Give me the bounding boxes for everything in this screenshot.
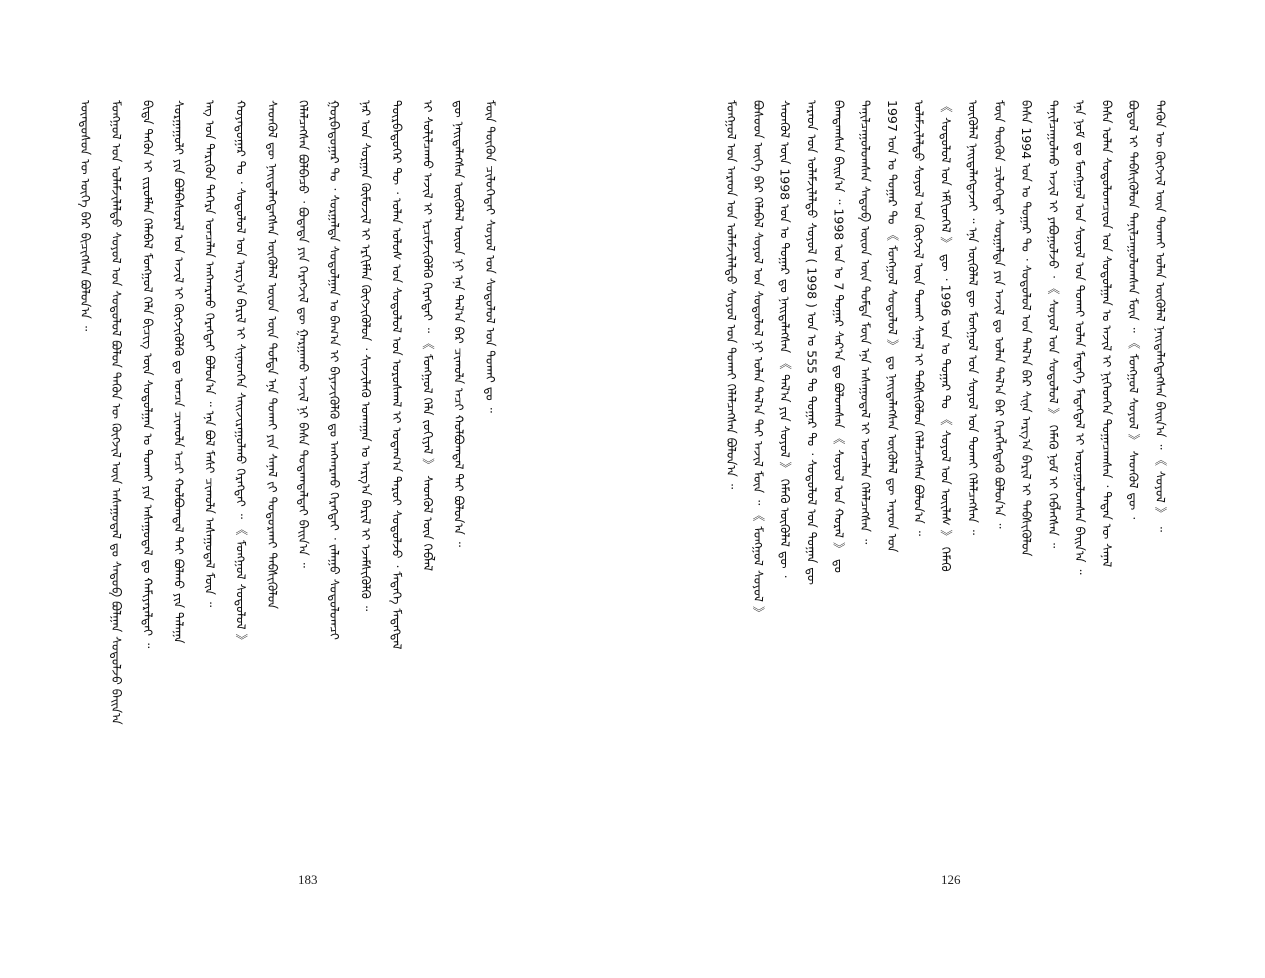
- text-line: ᠰᠤᠷᠭᠠᠭᠤᠯᠢ ᠶᠢᠨ ᠪᠣᠯᠪᠠᠰᠤᠷᠠᠯ ᠤᠨ ᠠᠵᠢᠯ ᠢ ᠬᠥᠭᠵᠢᠭᠦᠯᠬᠦ ᠳᠤ ᠣᠨᠴᠠ ᠴᠢᠬᠤᠯᠠ ᠠᠴᠢ ᠬᠣᠯᠪᠣᠭᠳᠠᠯ ᠲᠠᠢ ᠪᠣᠯᠬᠤ ᠶᠢᠨ ᠳᠠᠯᠠᠭᠠ: [171, 100, 187, 644]
- text-line: ᠳᠦ ᠨᠡᠢ᠌ᠲᠡᠯᠡᠭᠰᠡᠨ ᠥᠭᠦᠯᠡᠯ ᠦᠳ ᠨᠢ ᠡᠨᠡ ᠲᠠᠯ᠎ᠠ ᠪᠠᠷ ᠴᠢᠬᠤᠯᠠ ᠠᠴᠢ ᠬᠣᠯᠪᠣᠭᠳᠠᠯ ᠲᠠᠢ ᠪᠣᠯᠤᠨ᠎ᠠ ᠃: [451, 100, 467, 548]
- left-page: [0, 0, 632, 978]
- text-line: ᠡᠨᠡ ᠨᠣᠮ ᠳᠤ ᠮᠣᠩᠭᠣᠯ ᠤᠨ ᠰᠣᠶᠣᠯ ᠤᠨ ᠲᠤᠬᠠᠢ ᠣᠯᠠᠨ ᠮᠡᠳᠡᠭᠡ ᠮᠡᠳᠡᠭᠳᠡᠯ ᠢ ᠣᠷᠣᠭᠤᠯᠤᠭᠰᠠᠨ ᠪᠠᠢ᠌ᠨ᠎ᠠ ᠃: [1072, 100, 1088, 575]
- text-line: ᠮᠣᠩᠭᠣᠯ ᠤᠨ ᠠᠷᠠᠳ ᠤᠨ ᠤᠯᠠᠮᠵᠢᠯᠠᠯᠲᠣ ᠰᠣᠶᠣᠯ ᠤᠨ ᠲᠤᠬᠠᠢ ᠬᠡᠯᠡᠯᠴᠡᠭᠰᠡᠨ ᠪᠣᠯᠤᠨ᠎ᠠ ᠃: [724, 100, 739, 490]
- text-line: ᠠᠷᠠᠳ ᠤᠨ ᠤᠯᠠᠮᠵᠢᠯᠠᠯᠲᠣ ᠰᠣᠶᠣᠯ ( 1998 ) ᠣᠨ ᠤ 555 ᠲᠤ ᠳᠤᠭᠠᠷ ᠲᠤ ᠂ ᠰᠤᠳᠤᠯᠤᠯ ᠤᠨ ᠲᠣᠭᠠᠨ ᠳᠦ: [804, 100, 820, 585]
- text-line: ᠪᠣᠳᠣᠯ ᠢ ᠳᠡᠪᠰᠢᠭᠦᠯᠦᠨ ᠲᠠᠨᠢᠯᠴᠠᠭᠤᠯᠤᠭᠰᠠᠨ ᠮᠥᠨ ᠃ 《 ᠮᠣᠩᠭᠣᠯ ᠰᠣᠶᠣᠯ 》 ᠰᠡᠳᠬᠦᠯ ᠳᠦ ᠂: [1126, 100, 1142, 520]
- page-number: 126: [941, 872, 961, 887]
- text-line: ᠰᠡᠳᠬᠦᠯ ᠳᠦ ᠨᠡᠢ᠌ᠲᠡᠯᠡᠭᠳᠡᠭᠰᠡᠨ ᠥᠭᠦᠯᠡᠯ ᠦᠳ ᠦᠨ ᠳᠤᠮᠳᠠ ᠡᠨᠡ ᠲᠤᠬᠠᠢ ᠶᠢᠨ ᠰᠠᠨᠠᠯ ᠵᠢ ᠲᠣᠳᠣᠷᠬᠠᠢ ᠳᠡᠪᠰᠢᠭᠦᠯᠦᠨ: [264, 100, 280, 609]
- text-line: ᠮᠣᠩᠭᠣᠯ ᠤᠨ ᠤᠯᠠᠮᠵᠢᠯᠠᠯᠲᠣ ᠰᠣᠶᠣᠯ ᠤᠨ ᠰᠤᠳᠤᠯᠤᠯ ᠪᠣᠯᠤᠨ ᠲᠡᠭᠦᠨ ᠦ ᠬᠥᠭᠵᠢᠯ ᠦᠨ ᠠᠰᠠᠭᠤᠳᠠᠯ ᠳᠤ ᠰᠡᠳᠦᠪ ᠪᠣᠯᠭᠠᠨ ᠰᠤᠳᠤᠯᠵᠤ ᠪᠠᠢ᠌ᠨ᠎ᠠ: [109, 100, 125, 725]
- text-line: ᠮᠥᠨ ᠲᠦᠭᠦᠨ ᠴᠢᠯᠦᠭᠡᠲᠡᠢ ᠰᠤᠷᠭᠠᠯᠲᠠ ᠶᠢᠨ ᠠᠵᠢᠯ ᠳᠤ ᠣᠯᠠᠨ ᠲᠠᠯ᠎ᠠ ᠪᠠᠷ ᠬᠡᠷᠡᠭᠯᠡᠭᠳᠡᠬᠦ ᠪᠣᠯᠤᠨ᠎ᠠ ᠃: [992, 100, 1008, 529]
- text-line: ᠥᠭᠦᠯᠡᠯ ᠨᠡᠢ᠌ᠲᠡᠯᠡᠭᠳᠡᠵᠡᠢ ᠃ ᠡᠨᠡ ᠥᠭᠦᠯᠡᠯ ᠳᠦ ᠮᠣᠩᠭᠣᠯ ᠤᠨ ᠰᠣᠶᠣᠯ ᠤᠨ ᠲᠤᠬᠠᠢ ᠬᠡᠯᠡᠯᠴᠡᠭᠰᠡᠨ ᠃: [965, 100, 981, 536]
- text-line: ᠲᠠᠨᠢᠯᠴᠠᠭᠤᠯᠤᠭᠰᠠᠨ ᠰᠡᠳᠦᠪ ᠦᠳ ᠦᠨ ᠳᠤᠮᠳᠠ ᠮᠥᠨ ᠡᠨᠡ ᠠᠰᠠᠭᠤᠳᠠᠯ ᠢ ᠣᠨᠴᠠᠯᠠᠨ ᠬᠡᠯᠡᠯᠴᠡᠭᠰᠡᠨ ᠃: [858, 100, 874, 545]
- text-line: ᠪᠤᠰᠤᠳ ᠦᠭᠡ ᠪᠡᠷ ᠬᠡᠯᠡᠪᠡᠯ ᠰᠣᠶᠣᠯ ᠤᠨ ᠰᠤᠳᠤᠯᠤᠯ ᠨᠢ ᠣᠯᠠᠨ ᠲᠠᠯ᠎ᠠ ᠲᠠᠢ ᠠᠵᠢᠯ ᠮᠥᠨ ᠃ 《 ᠮᠣᠩᠭᠣᠯ ᠰᠣᠶᠣᠯ 》: [750, 100, 766, 619]
- text-line: 1997 ᠣᠨ ᠤ ᠳᠤᠭᠠᠷ ᠲᠤ 《 ᠮᠣᠩᠭᠣᠯ ᠰᠤᠳᠤᠯᠤᠯ 》 ᠳᠤ ᠨᠡᠢ᠌ᠲᠡᠯᠡᠭᠰᠡᠨ ᠥᠭᠦᠯᠡᠯ ᠳᠦ ᠠᠷᠠᠳ ᠤᠨ: [884, 100, 900, 553]
- text-line: ᠮᠥᠨ ᠲᠦᠭᠦᠨ ᠴᠢᠯᠦᠭᠡᠲᠡᠢ ᠰᠣᠶᠣᠯ ᠤᠨ ᠰᠤᠳᠤᠯᠤᠯ ᠤᠨ ᠲᠤᠬᠠᠢ ᠳᠤ ᠃: [482, 100, 498, 413]
- text-line: ᠭᠤᠷᠪᠠᠳᠤᠭᠠᠷ ᠲᠤ ᠂ ᠰᠤᠷᠭᠠᠯᠲᠠ ᠰᠤᠳᠤᠯᠭᠠᠨ ᠤ ᠪᠠᠭ᠎ᠠ ᠢ ᠪᠡᠶᠡᠵᠢᠭᠦᠯᠬᠦ ᠳᠤ ᠠᠩᠬᠠᠷᠬᠤ ᠬᠡᠷᠡᠭᠲᠡᠢ ᠂ ᠵᠠᠯᠠᠭᠤ ᠰᠤᠳᠤᠯᠤᠭᠴᠢ: [327, 100, 343, 640]
- text-line: ᠢ ᠰᠣᠯᠢᠯᠴᠠᠬᠤ ᠠᠵᠢᠯ ᠢ ᠡᠷᠴᠢᠮᠵᠢᠭᠦᠯᠬᠦ ᠬᠡᠷᠡᠭᠲᠡᠢ ᠃ 《 ᠮᠣᠩᠭᠣᠯ ᠬᠡᠯᠡ ᠵᠣᠬᠢᠶᠠᠯ 》 ᠰᠡᠳᠬᠦᠯ ᠦᠨ ᠬᠡᠪᠯᠡᠯ: [420, 100, 436, 571]
- text-line: ᠪᠠᠰᠠ ᠣᠯᠠᠨ ᠰᠤᠳᠤᠯᠤᠭᠴᠢᠳ ᠤᠨ ᠰᠤᠳᠤᠯᠭᠠᠨ ᠤ ᠠᠵᠢᠯ ᠢ ᠨᠢᠭᠡᠳᠭᠡᠨ ᠲᠣᠭᠠᠴᠠᠭᠰᠠᠨ ᠂ ᠲᠡᠳᠡᠨ ᠦ ᠰᠠᠨᠠᠯ: [1099, 100, 1115, 568]
- text-line: ᠪᠠᠰᠠ 1994 ᠣᠨ ᠤ ᠳᠤᠭᠠᠷ ᠲᠤ ᠂ ᠰᠤᠳᠤᠯᠤᠯ ᠤᠨ ᠲᠠᠯ᠎ᠠ ᠪᠠᠷ ᠰᠢᠨᠡ ᠠᠷᠭ᠎ᠠ ᠪᠠᠷᠢᠯ ᠢ ᠳᠡᠪᠰᠢᠭᠦᠯᠦᠨ: [1018, 100, 1034, 557]
- text-line: ᠬᠡᠯᠡᠯᠴᠡᠭᠰᠡᠨ ᠪᠣᠯᠪᠠᠴᠤ ᠂ ᠪᠣᠳᠠᠳᠠ ᠶᠢᠨ ᠬᠡᠷᠡᠭᠵᠢᠯ ᠳᠦ ᠭᠠᠷᠭᠠᠬᠤ ᠠᠵᠢᠯ ᠨᠢ ᠪᠠᠰᠠ ᠳᠤᠲᠠᠭᠳᠠᠯᠲᠠᠢ ᠪᠠᠢ᠌ᠨ᠎ᠠ ᠃: [295, 100, 311, 568]
- text-line: ᠤᠯᠠᠮᠵᠢᠯᠠᠯᠲᠣ ᠰᠣᠶᠣᠯ ᠤᠨ ᠬᠥᠭᠵᠢᠯ ᠦᠨ ᠲᠤᠬᠠᠢ ᠰᠠᠨᠠᠯ ᠢ ᠳᠡᠪᠰᠢᠭᠦᠯᠦᠨ ᠬᠡᠯᠡᠯᠴᠡᠭᠰᠡᠨ ᠪᠣᠯᠤᠨ᠎ᠠ ᠃: [911, 100, 927, 536]
- text-block: [78, 100, 498, 845]
- text-line: ᠪᠠᠭᠲᠠᠭᠰᠠᠨ ᠪᠠᠢ᠌ᠨ᠎ᠠ ᠃ 1998 ᠣᠨ ᠤ 7 ᠳᠤᠭᠠᠷ ᠰᠠᠷ᠎ᠠ ᠳᠤ ᠪᠣᠯᠤᠭᠰᠠᠨ 《 ᠰᠣᠶᠣᠯ ᠤᠨ ᠬᠤᠷᠠᠯ 》 ᠳᠤ: [831, 100, 847, 573]
- text-line: ᠡᠩ ᠤᠨ ᠲᠡᠷᠢᠭᠦᠨ ᠳᠡᠭᠡᠷᠡ ᠣᠨᠴᠠᠯᠠᠨ ᠠᠩᠬᠠᠷᠬᠤ ᠬᠡᠷᠡᠭᠲᠡᠢ ᠪᠣᠯᠤᠨ᠎ᠠ ᠃ ᠡᠨᠡ ᠪᠣᠯ ᠮᠠᠰᠢ ᠴᠢᠬᠤᠯᠠ ᠠᠰᠠᠭᠤᠳᠠᠯ ᠮᠥᠨ ᠃: [202, 100, 218, 608]
- text-line: ᠳᠥᠷᠪᠡᠳᠦᠭᠡᠷ ᠲᠦ ᠂ ᠣᠯᠠᠨ ᠤᠯᠤᠰ ᠤᠨ ᠰᠤᠳᠤᠯᠤᠯ ᠤᠨ ᠤᠷᠤᠰᠬᠠᠯ ᠢ ᠤᠳᠠᠭ᠎ᠠ ᠳᠠᠷᠤᠢ ᠰᠤᠳᠤᠯᠵᠤ ᠂ ᠮᠡᠳᠡᠭᠡ ᠮᠡᠳᠡᠭᠳᠡᠯ: [389, 100, 405, 650]
- text-line: ᠨᠠᠷ ᠤᠨ ᠰᠤᠷᠭᠠᠨ ᠬᠦᠮᠦᠵᠢᠯ ᠢ ᠡᠷᠬᠢᠮᠯᠡᠨ ᠬᠥᠭᠵᠢᠭᠦᠯᠦᠨ ᠂ ᠰᠢᠨᠵᠢᠯᠡᠬᠦ ᠤᠬᠠᠭᠠᠨ ᠤ ᠠᠷᠭ᠎ᠠ ᠪᠠᠷᠢᠯ ᠢ ᠡᠵᠡᠮᠰᠢᠭᠦᠯᠬᠦ ᠃: [358, 100, 374, 612]
- text-line: ᠰᠡᠳᠬᠦᠯ ᠦᠨ 1998 ᠣᠨ ᠤ ᠳᠤᠭᠠᠷ ᠳᠤ ᠨᠡᠢ᠌ᠲᠡᠯᠡᠭᠰᠡᠨ 《 ᠲᠠᠯ᠎ᠠ ᠶᠢᠨ ᠰᠣᠶᠣᠯ 》 ᠬᠡᠮᠡᠬᠦ ᠥᠭᠦᠯᠡᠯ ᠳᠦ ᠂: [777, 100, 793, 578]
- text-line: 《 ᠰᠤᠳᠤᠯᠤᠯ ᠤᠨ ᠡᠮᠬᠢᠳᠬᠡᠯ 》 ᠳᠦ ᠂ 1996 ᠣᠨ ᠤ ᠳᠤᠭᠠᠷ ᠲᠤ 《 ᠰᠣᠶᠣᠯ ᠤᠨ ᠦᠢᠯᠡᠰ 》 ᠬᠡᠮᠡᠬᠦ: [938, 100, 954, 572]
- text-line: ᠬᠣᠶᠠᠳᠤᠭᠠᠷ ᠲᠤ ᠂ ᠰᠤᠳᠤᠯᠤᠯ ᠤᠨ ᠠᠷᠭ᠎ᠠ ᠪᠠᠷᠢᠯ ᠢ ᠰᠢᠨᠡᠳᠬᠡᠨ ᠰᠠᠢᠵᠢᠷᠠᠭᠤᠯᠬᠤ ᠬᠡᠷᠡᠭᠲᠡᠢ ᠃ 《 ᠮᠣᠩᠭᠣᠯ ᠰᠤᠳᠤᠯᠤᠯ 》: [233, 100, 249, 647]
- text-block: [724, 100, 1180, 845]
- text-line: ᠲᠡᠭᠦᠨ ᠦ ᠬᠥᠭᠵᠢᠯ ᠦᠨ ᠲᠤᠬᠠᠢ ᠣᠯᠠᠨ ᠥᠭᠦᠯᠡᠯ ᠨᠡᠢ᠌ᠲᠡᠯᠡᠭᠳᠡᠭᠰᠡᠨ ᠪᠠᠢ᠌ᠨ᠎ᠠ ᠃ 《 ᠰᠣᠶᠣᠯ 》 ᠃: [1153, 100, 1168, 533]
- text-line: ᠪᠢᠳᠡ ᠲᠡᠭᠦᠨ ᠢ ᠵᠢᠷᠤᠮᠯᠠᠨ ᠬᠡᠯᠡᠪᠡᠯ ᠮᠣᠩᠭᠣᠯ ᠬᠡᠯᠡ ᠪᠢᠴᠢᠭ ᠦᠨ ᠰᠤᠳᠤᠯᠭᠠᠨ ᠤ ᠲᠤᠬᠠᠢ ᠶᠢᠨ ᠠᠰᠠᠭᠤᠳᠠᠯ ᠳᠤ ᠬᠠᠮᠢᠶᠠᠷᠠᠯᠲᠠᠢ ᠃: [140, 100, 156, 649]
- text-line: ᠦᠨᠳᠦᠰᠦᠨ ᠦ ᠦᠭᠡ ᠪᠠᠷ ᠪᠢᠴᠢᠭᠰᠡᠨ ᠪᠣᠯᠤᠨ᠎ᠠ ᠃: [78, 100, 93, 332]
- text-line: ᠲᠠᠨᠢᠯᠴᠠᠭᠤᠯᠬᠤ ᠠᠵᠢᠯ ᠢ ᠶᠠᠪᠤᠭᠤᠯᠵᠤ ᠂ 《 ᠰᠣᠶᠣᠯ ᠤᠨ ᠰᠤᠳᠤᠯᠤᠯ 》 ᠬᠡᠮᠡᠬᠦ ᠨᠣᠮ ᠢ ᠬᠡᠪᠯᠡᠭᠰᠡᠨ ᠃: [1045, 100, 1061, 549]
- page-number: 183: [298, 872, 318, 887]
- right-page: [632, 0, 1265, 978]
